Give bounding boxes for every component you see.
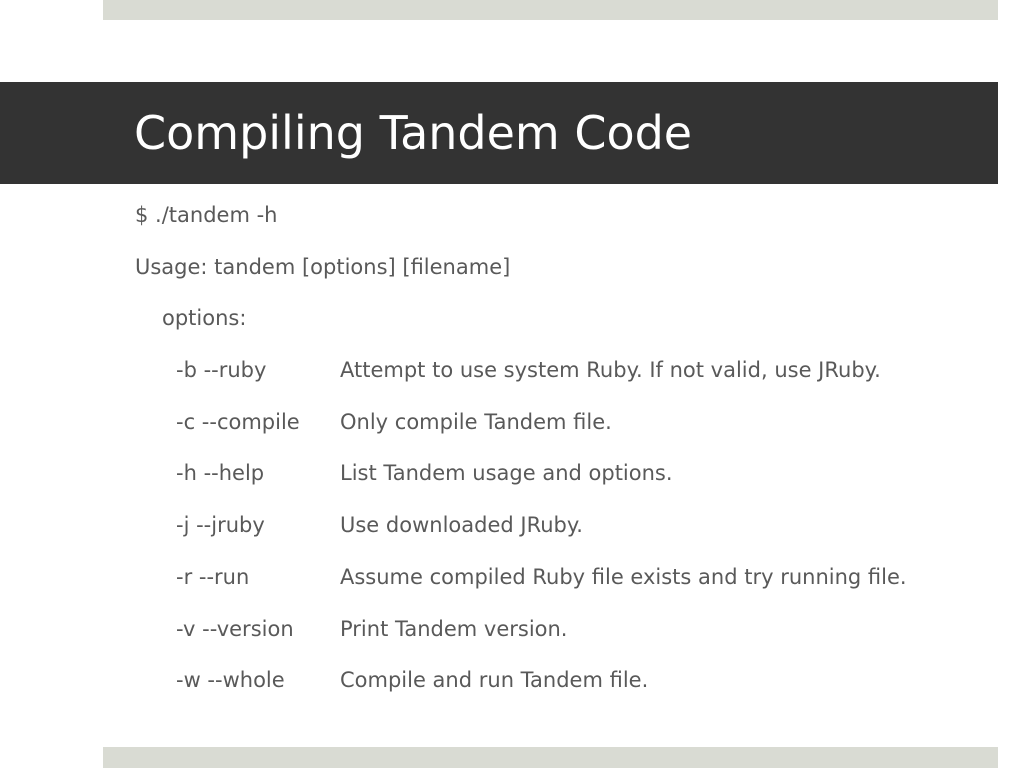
top-accent-band (103, 0, 998, 20)
option-flag: -v --version (176, 617, 294, 641)
options-heading: options: (162, 306, 247, 330)
option-description: List Tandem usage and options. (340, 461, 673, 485)
option-description: Use downloaded JRuby. (340, 513, 583, 537)
slide-title: Compiling Tandem Code (134, 106, 693, 160)
option-description: Attempt to use system Ruby. If not valid, use JRuby. (340, 358, 881, 382)
option-description: Print Tandem version. (340, 617, 568, 641)
usage-line: Usage: tandem [options] [filename] (135, 255, 511, 279)
option-description: Compile and run Tandem file. (340, 668, 649, 692)
option-flag: -c --compile (176, 410, 300, 434)
option-description: Only compile Tandem file. (340, 410, 612, 434)
option-flag: -h --help (176, 461, 265, 485)
bottom-accent-band (103, 747, 998, 768)
option-flag: -b --ruby (176, 358, 267, 382)
option-description: Assume compiled Ruby file exists and try running file. (340, 565, 907, 589)
option-flag: -w --whole (176, 668, 285, 692)
option-flag: -j --jruby (176, 513, 265, 537)
option-flag: -r --run (176, 565, 250, 589)
command-line: $ ./tandem -h (135, 203, 278, 227)
